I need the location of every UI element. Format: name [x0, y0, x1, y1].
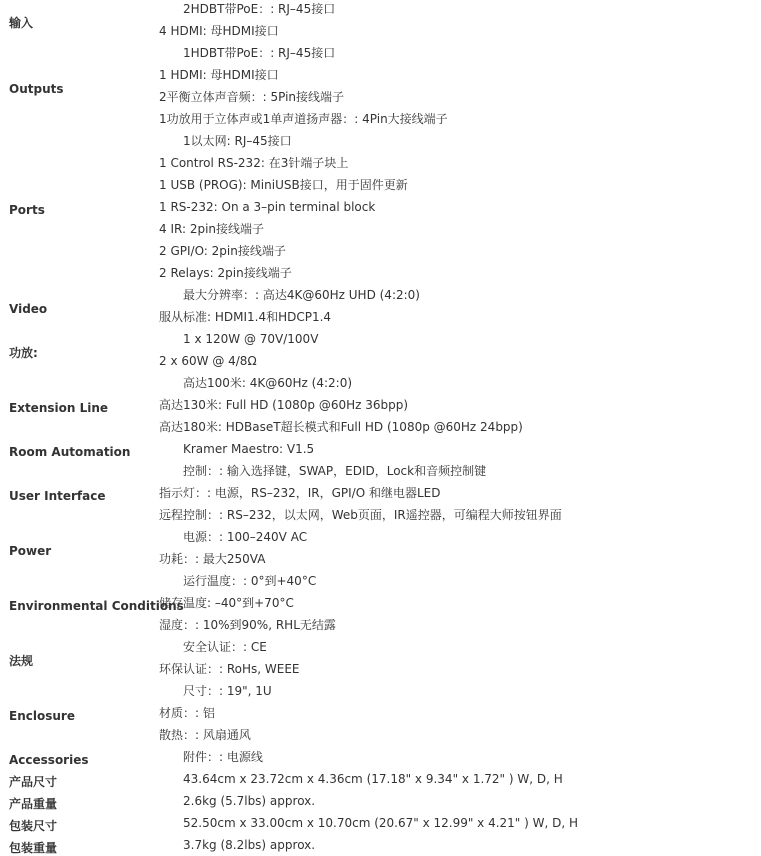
spec-value: 控制：: 输入选择键，SWAP，EDID，Lock和音频控制键 — [183, 464, 487, 478]
spec-label: 包装尺寸 — [9, 819, 58, 833]
spec-value: 尺寸：: 19", 1U — [183, 684, 272, 698]
spec-label: User Interface — [9, 489, 106, 503]
spec-value: 2 GPI/O: 2pin接线端子 — [159, 244, 286, 258]
spec-value: 2.6kg (5.7lbs) approx. — [183, 794, 316, 808]
spec-value: 指示灯：: 电源，RS–232，IR，GPI/O 和继电器LED — [159, 486, 441, 500]
spec-value: 高达180米: HDBaseT超长模式和Full HD (1080p @60Hz 24bpp) — [159, 420, 523, 434]
spec-value: 2平衡立体声音频：: 5Pin接线端子 — [159, 90, 345, 104]
spec-value: 远程控制：: RS–232，以太网，Web页面，IR遥控器，可编程大师按钮界面 — [159, 508, 562, 522]
spec-value: 湿度：: 10%到90%, RHL无结露 — [159, 618, 336, 632]
spec-value: 1功放用于立体声或1单声道扬声器：: 4Pin大接线端子 — [159, 112, 448, 126]
spec-label: 功放: — [9, 346, 38, 360]
spec-value: 4 HDMI: 母HDMI接口 — [159, 24, 279, 38]
spec-label: 产品重量 — [9, 797, 58, 811]
spec-value: 1 USB (PROG): MiniUSB接口，用于固件更新 — [159, 178, 408, 192]
spec-label: Video — [9, 302, 48, 316]
spec-value: 功耗：: 最大250VA — [159, 552, 266, 566]
spec-label: Room Automation — [9, 445, 131, 459]
spec-label: Environmental Conditions — [9, 599, 184, 613]
spec-value: 高达100米: 4K@60Hz (4:2:0) — [183, 376, 353, 390]
spec-value: 1 x 120W @ 70V/100V — [183, 332, 319, 346]
spec-value: 材质：: 铝 — [159, 706, 215, 720]
spec-label: Accessories — [9, 753, 89, 767]
spec-value: 52.50cm x 33.00cm x 10.70cm (20.67" x 12.99" x 4.21" ) W, D, H — [183, 816, 579, 830]
spec-value: 2HDBT带PoE：: RJ–45接口 — [183, 2, 336, 16]
spec-label: Extension Line — [9, 401, 109, 415]
spec-value: 最大分辨率：: 高达4K@60Hz UHD (4:2:0) — [183, 288, 420, 302]
spec-label: Ports — [9, 203, 45, 217]
spec-value: 1 RS-232: On a 3–pin terminal block — [159, 200, 376, 214]
spec-label: 法规 — [9, 654, 34, 668]
spec-label: Enclosure — [9, 709, 75, 723]
spec-value: 1 HDMI: 母HDMI接口 — [159, 68, 279, 82]
spec-label: Power — [9, 544, 52, 558]
spec-value: 储存温度: –40°到+70°C — [159, 596, 294, 610]
spec-value: 服从标准: HDMI1.4和HDCP1.4 — [159, 310, 332, 324]
spec-label: 输入 — [9, 16, 34, 30]
spec-label: 产品尺寸 — [9, 775, 58, 789]
spec-value: 1HDBT带PoE：: RJ–45接口 — [183, 46, 336, 60]
spec-value: 2 Relays: 2pin接线端子 — [159, 266, 292, 280]
spec-value: 附件：: 电源线 — [183, 750, 263, 764]
spec-value: 安全认证：: CE — [183, 640, 267, 654]
spec-value: 高达130米: Full HD (1080p @60Hz 36bpp) — [159, 398, 409, 412]
spec-value: 3.7kg (8.2lbs) approx. — [183, 838, 316, 852]
spec-value: 运行温度：: 0°到+40°C — [183, 574, 317, 588]
spec-label: Outputs — [9, 82, 64, 96]
spec-value: 散热：: 风扇通风 — [159, 728, 251, 742]
spec-value: 电源：: 100–240V AC — [183, 530, 308, 544]
spec-value: 4 IR: 2pin接线端子 — [159, 222, 265, 236]
spec-value: 43.64cm x 23.72cm x 4.36cm (17.18" x 9.34" x 1.72" ) W, D, H — [183, 772, 563, 786]
spec-value: 1 Control RS-232: 在3针端子块上 — [159, 156, 349, 170]
spec-value: 1以太网: RJ–45接口 — [183, 134, 292, 148]
spec-value: Kramer Maestro: V1.5 — [183, 442, 315, 456]
spec-label: 包装重量 — [9, 841, 58, 855]
spec-value: 2 x 60W @ 4/8Ω — [159, 354, 257, 368]
spec-value: 环保认证：: RoHs, WEEE — [159, 662, 300, 676]
